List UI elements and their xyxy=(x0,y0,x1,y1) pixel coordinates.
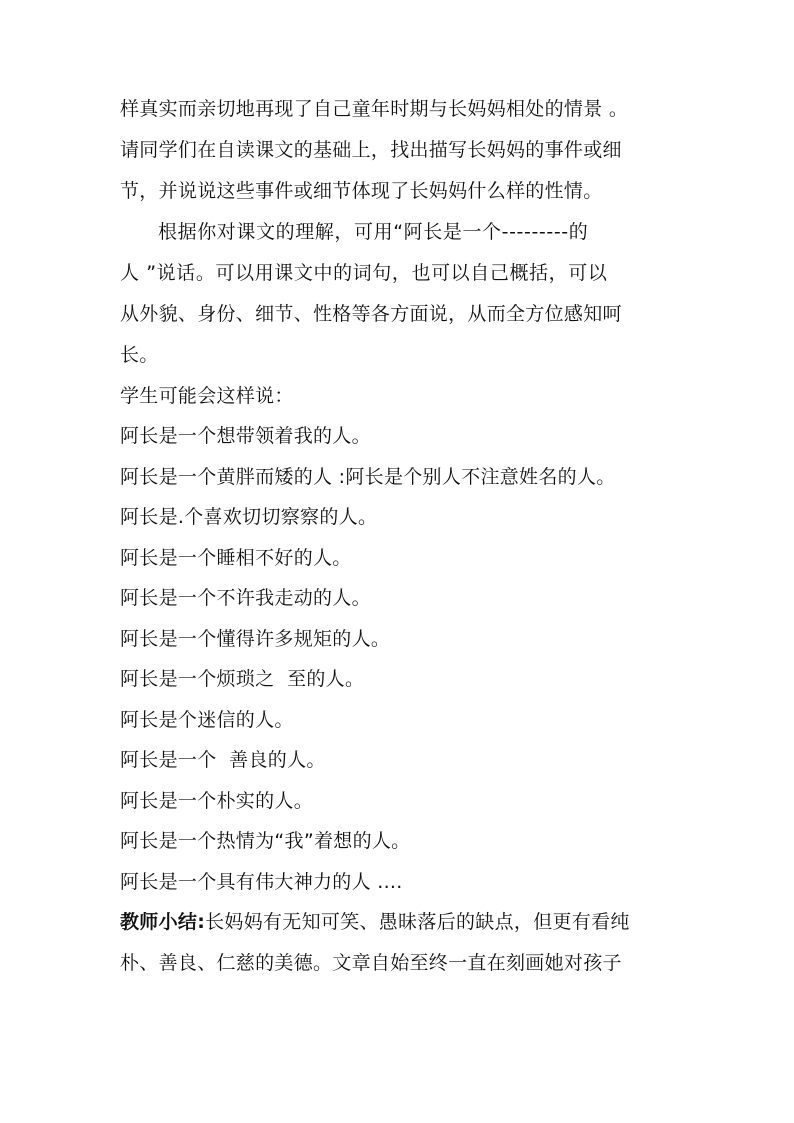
list-item: 阿长是一个睡相不好的人。 xyxy=(120,546,352,569)
summary-label: 教师小结: xyxy=(120,911,206,933)
list-item: 阿长是.个喜欢切切察察的人。 xyxy=(120,506,378,528)
list-item: 阿长是一个 善良的人。 xyxy=(120,749,326,771)
paragraph-line: 人 ”说话。可以用课文中的词句，也可以自己概括，可以 xyxy=(120,262,608,284)
paragraph-line: 节，并说说这些事件或细节体现了长妈妈什么样的性情。 xyxy=(120,180,603,202)
paragraph-line: 根据你对课文的理解，可用“阿长是一个---------的 xyxy=(158,221,589,243)
list-item: 阿长是一个具有伟大神力的人 .... xyxy=(120,870,403,893)
paragraph-line: 请同学们在自读课文的基础上，找出描写长妈妈的事件或细 xyxy=(120,139,622,161)
list-item: 阿长是个迷信的人。 xyxy=(120,708,294,731)
paragraph-line: 学生可能会这样说： xyxy=(120,384,294,407)
paragraph-line: 从外貌、身份、细节、性格等各方面说，从而全方位感知呵 xyxy=(120,303,622,325)
summary-line xyxy=(120,912,680,932)
summary-text: 长妈妈有无知可笑、愚昧落后的缺点，但更有看纯 xyxy=(205,911,630,933)
list-item: 阿长是一个想带领着我的人。 xyxy=(120,425,371,447)
list-item: 阿长是一个朴实的人。 xyxy=(120,789,314,812)
paragraph-line: 朴、善良、仁慈的美德。文章自始至终一直在刻画她对孩子 xyxy=(120,952,622,974)
paragraph-line: 样真实而亲切地再现了自己童年时期与长妈妈相处的情景 。 xyxy=(120,98,629,120)
list-item: 阿长是一个不许我走动的人。 xyxy=(120,587,371,609)
document-body xyxy=(120,99,680,973)
paragraph-line: 长。 xyxy=(120,344,159,366)
list-item: 阿长是一个热情为“我”着想的人。 xyxy=(120,830,411,852)
list-item: 阿长是一个懂得许多规矩的人。 xyxy=(120,627,391,650)
list-item: 阿长是一个黄胖而矮的人 :阿长是个别人不注意姓名的人。 xyxy=(120,465,616,488)
list-item: 阿长是一个烦琐之 至的人。 xyxy=(120,668,365,690)
